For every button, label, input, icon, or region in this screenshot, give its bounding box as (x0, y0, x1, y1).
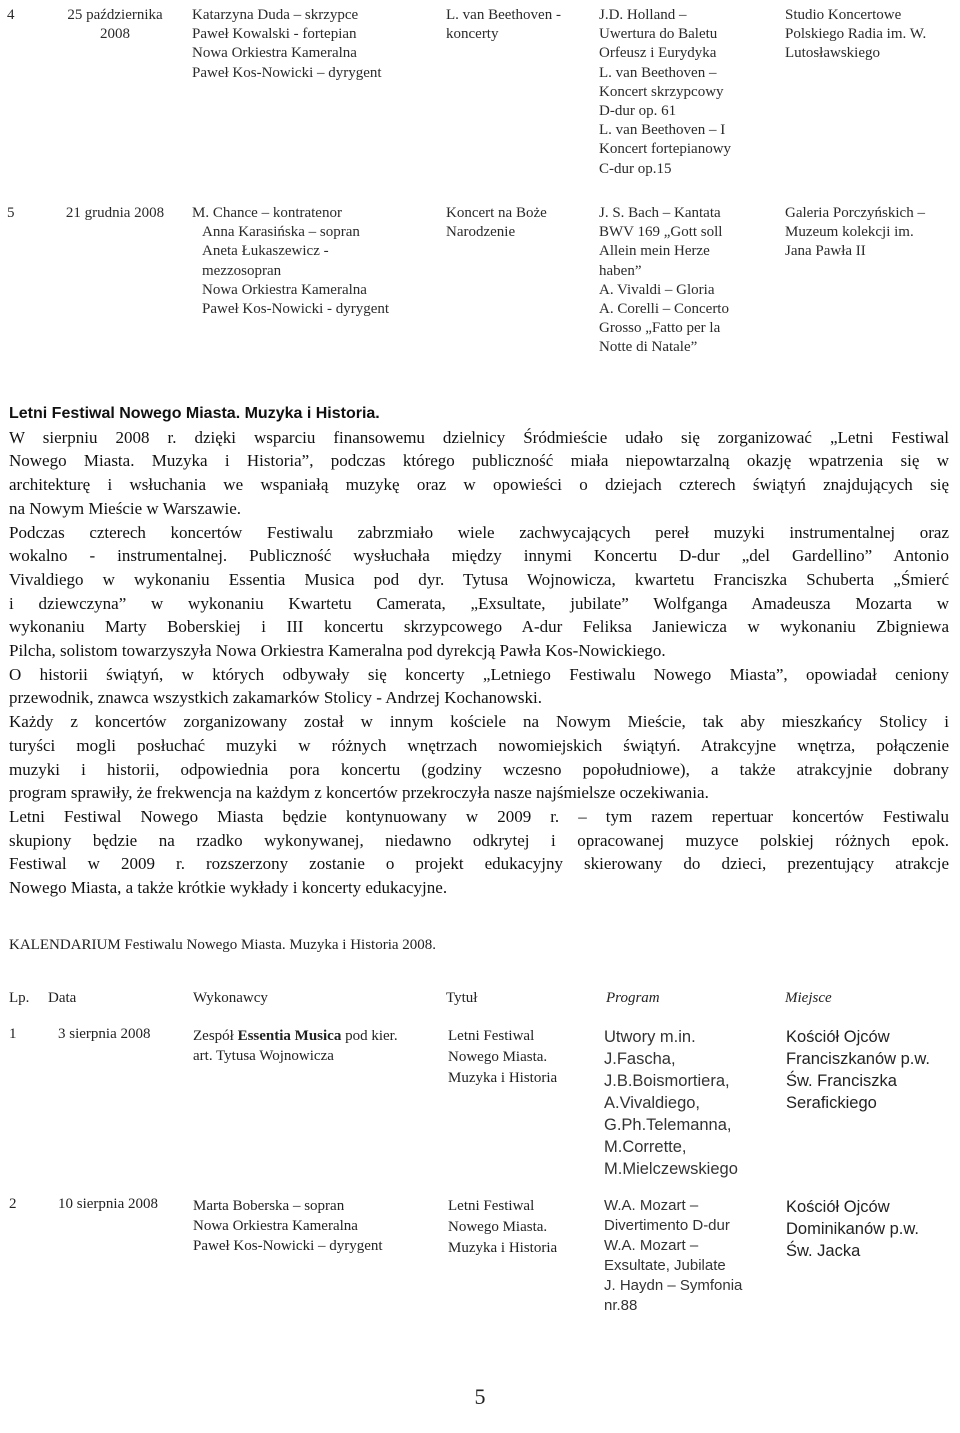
header-place: Miejsce (785, 990, 832, 1006)
calendar-title: KALENDARIUM Festiwalu Nowego Miasta. Muzyka i Historia 2008. (9, 937, 437, 953)
header-program: Program (606, 990, 660, 1006)
calendar-program: Utwory m.in. J.Fascha, J.B.Boismortiera, A.Vivaldiego, G.Ph.Telemanna, M.Corrette, M.Mielczewskiego (604, 1028, 738, 1178)
article-heading: Letni Festiwal Nowego Miasta. Muzyka i Historia. (9, 405, 380, 422)
article-line: Nowego Miasta, a także krótkie wykłady i koncerty edukacyjne. (9, 878, 448, 898)
article-line: na Nowym Mieście w Warszawie. (9, 498, 241, 518)
calendar-date: 10 sierpnia 2008 (58, 1196, 158, 1212)
calendar-lp: 2 (9, 1196, 17, 1212)
article-line: wokalno - instrumentalnej. Publiczność wysłuchała między innymi Koncertu D-dur „del Gardellino” Antonio (9, 546, 949, 566)
calendar-place: Kościół Ojców Franciszkanów p.w. Św. Franciszka Serafickiego (786, 1028, 930, 1112)
article-line: Nowego Miasta. Muzyka i Historia”, podczas którego publiczność miała niepowtarzalną okazję wpatrzenia się w (9, 451, 949, 471)
article-line: i dziewczyna” w wykonaniu Kwartetu Camerata, „Exsultate, jubilate” Wolfganga Amadeusza Mozarta w (9, 593, 949, 613)
article-line: muzyki i historii, odpowiednia pora koncertu (godziny wczesno popołudniowe), a także atrakcyjnie dobrany (9, 759, 949, 779)
article-line: Vivaldiego w wykonaniu Essentia Musica pod dyr. Tytusa Wojnowicza, kwartetu Franciszka Schuberta „Śmierć (9, 569, 949, 589)
calendar-place: Kościół Ojców Dominikanów p.w. Św. Jacka (786, 1198, 919, 1260)
row-title: Koncert na Boże Narodzenie (446, 205, 547, 241)
article-line: program sprawiły, że frekwencja na każdym z koncertów przekroczyła nasze najśmielsze oczekiwania. (9, 783, 709, 803)
row-title: L. van Beethoven - koncerty (446, 7, 561, 43)
page-number: 5 (474, 1384, 486, 1409)
row-program: J. S. Bach – Kantata BWV 169 „Gott soll Allein mein Herze haben” A. Vivaldi – Gloria A. Corelli – Concerto Grosso „Fatto per la Notte di Natale” (599, 205, 729, 356)
calendar-title-cell: Letni Festiwal Nowego Miasta. Muzyka i Historia (448, 1028, 558, 1086)
article-line: Każdy z koncertów zorganizowany został w innym kościele na Nowym Mieście, tak aby mieszkańcy Stolicy i (9, 712, 949, 732)
row-number: 5 (7, 205, 15, 221)
article-line: skupiony będzie na rzadko wykonywanej, niedawno odkrytej i opracowanej muzyce polskiej różnych epok. (9, 830, 949, 850)
article-line: Podczas czterech koncertów Festiwalu zabrzmiało wiele zachwycających pereł muzyki instrumentalnej oraz (9, 522, 949, 542)
article-body (9, 402, 949, 900)
row-place: Studio Koncertowe Polskiego Radia im. W. Lutosławskiego (785, 7, 927, 62)
row-performers: Katarzyna Duda – skrzypce Paweł Kowalski - fortepian Nowa Orkiestra Kameralna Paweł Kos-Nowicki – dyrygent (192, 7, 382, 81)
row-date: 21 grudnia 2008 (65, 205, 165, 221)
article-line: architekturę i wsłuchania we wspaniałą muzykę oraz w opowieści o dziejach czterech świątyń znajdujących się (9, 475, 949, 495)
calendar-performers: Marta Boberska – sopran Nowa Orkiestra Kameralna Paweł Kos-Nowicki – dyrygent (193, 1198, 383, 1254)
article-line: turyści mogli posłuchać muzyki w różnych wnętrzach nowomiejskich świątyń. Atrakcyjne wnętrza, połączenie (9, 735, 949, 755)
calendar-title-cell: Letni Festiwal Nowego Miasta. Muzyka i Historia (448, 1198, 558, 1256)
row-number: 4 (7, 7, 15, 23)
header-title: Tytuł (446, 990, 478, 1006)
row-place: Galeria Porczyńskich – Muzeum kolekcji im. Jana Pawła II (785, 205, 925, 260)
article-line: Festiwal w 2009 r. rozszerzony zostanie o projekt edukacyjny skierowany do dzieci, prezentujący atrakcje (9, 854, 949, 874)
article-line: przewodnik, znawca wszystkich zakamarków Stolicy - Andrzej Kochanowski. (9, 688, 542, 708)
row-program: J.D. Holland – Uwertura do Baletu Orfeusz i Eurydyka L. van Beethoven – Koncert skrzypcowy D-dur op. 61 L. van Beethoven – I Koncert fortepianowy C-dur op.15 (599, 7, 732, 177)
article-line: W sierpniu 2008 r. dzięki wsparciu finansowemu dzielnicy Śródmieście udało się zorganizować „Letni Festiwal (9, 427, 949, 447)
row-date: 25 października 2008 (67, 7, 163, 43)
row-performers: M. Chance – kontratenor Anna Karasińska – sopran Aneta Łukaszewicz - mezzosopran Nowa Orkiestra Kameralna Paweł Kos-Nowicki - dyrygent (192, 205, 390, 318)
calendar-performers: Zespół Essentia Musica pod kier. art. Tytusa Wojnowicza (193, 1028, 398, 1064)
calendar-date: 3 sierpnia 2008 (58, 1026, 151, 1042)
header-performers: Wykonawcy (193, 990, 268, 1006)
article-line: Letni Festiwal Nowego Miasta będzie kontynuowany w 2009 r. – tym razem repertuar koncertów Festiwalu (9, 806, 949, 826)
calendar-lp: 1 (9, 1026, 17, 1042)
header-data: Data (48, 990, 77, 1006)
header-lp: Lp. (9, 990, 30, 1006)
article-line: O historii świątyń, w których odbywały się koncerty „Letniego Festiwalu Nowego Miasta”, opowiadał ceniony (9, 664, 949, 684)
calendar-program: W.A. Mozart – Divertimento D-dur W.A. Mozart – Exsultate, Jubilate J. Haydn – Symfonia nr.88 (604, 1197, 743, 1314)
article-line: Pilcha, solistom towarzyszyła Nowa Orkiestra Kameralna pod dyrekcją Pawła Kos-Nowickiego. (9, 641, 666, 661)
article-line: wykonaniu Marty Boberskiej i III koncertu skrzypcowego A-dur Feliksa Janiewicza w wykonaniu Zbigniewa (9, 617, 949, 637)
